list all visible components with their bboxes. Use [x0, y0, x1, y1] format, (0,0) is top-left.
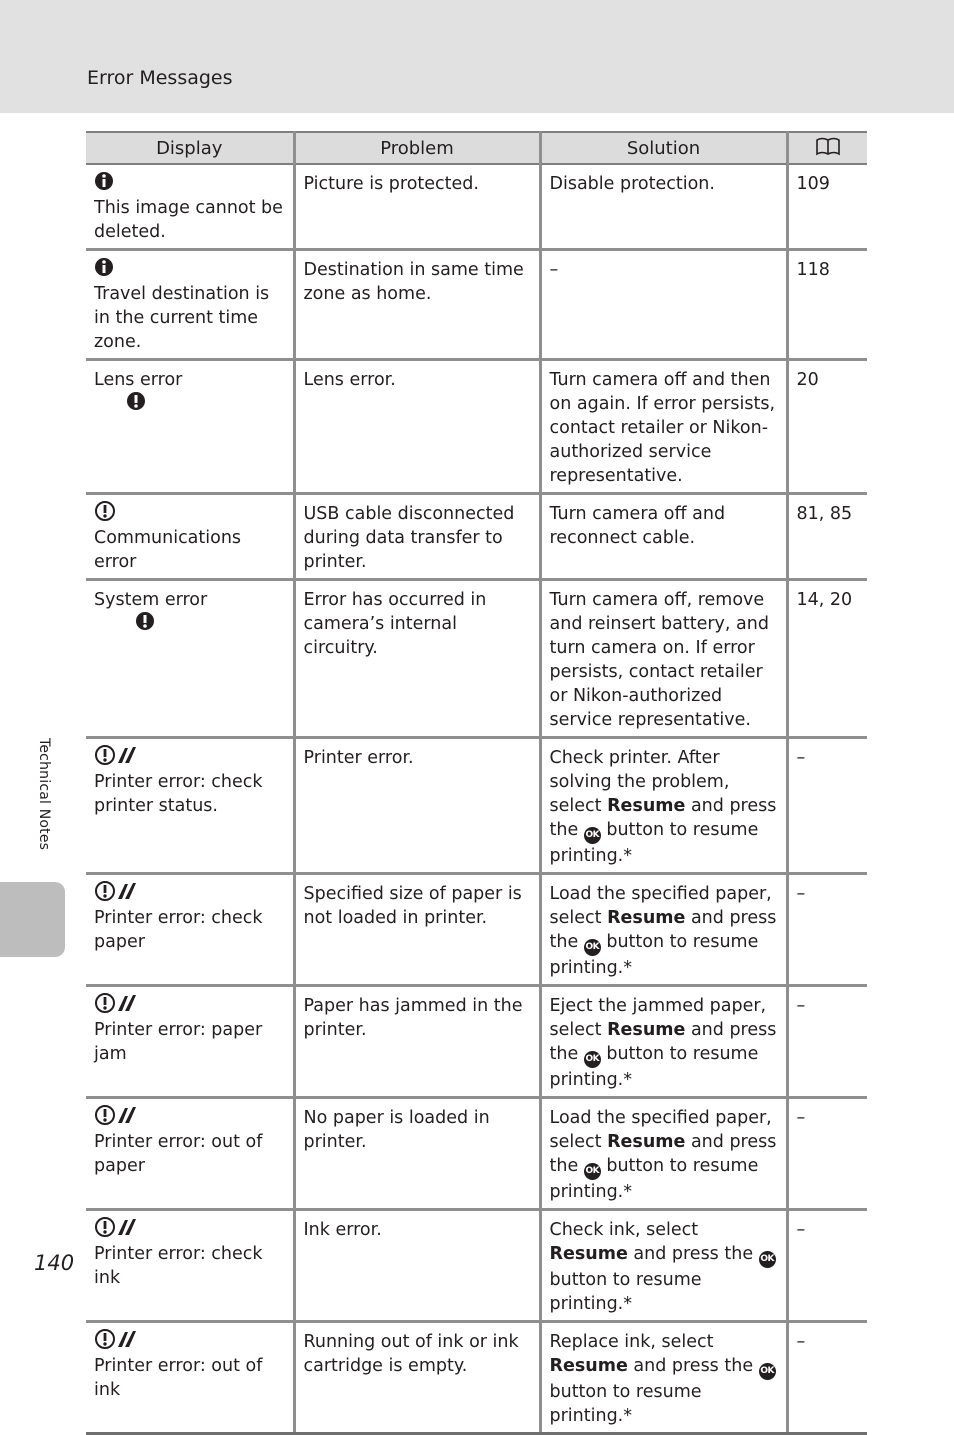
printer-error-icon [94, 880, 138, 909]
page-cell: 118 [787, 250, 867, 360]
printer-error-icon [94, 992, 138, 1021]
solution-cell: Load the specified paper, select Resume and press the OK button to resume printing.* [540, 874, 787, 986]
problem-cell: Lens error. [294, 360, 540, 494]
table-row [86, 494, 867, 580]
solution-cell: Turn camera off and reconnect cable. [540, 494, 787, 580]
ok-button-icon: OK [584, 1051, 601, 1068]
ok-button-icon: OK [584, 1163, 601, 1180]
page-cell: 20 [787, 360, 867, 494]
table-header-row [86, 132, 867, 164]
solution-cell: Eject the jammed paper, select Resume and press the OK button to resume printing.* [540, 986, 787, 1098]
page-title: Error Messages [87, 67, 233, 89]
problem-cell: Printer error. [294, 738, 540, 874]
display-cell: Printer error: check paper [86, 874, 294, 986]
side-tab-label: Technical Notes [36, 738, 52, 851]
problem-cell: Error has occurred in camera’s internal circuitry. [294, 580, 540, 738]
display-cell: Printer error: check ink [86, 1210, 294, 1322]
page-cell: – [787, 1322, 867, 1434]
table-row [86, 360, 867, 494]
display-cell: Printer error: out of ink [86, 1322, 294, 1434]
table-row [86, 1210, 867, 1322]
problem-cell: No paper is loaded in printer. [294, 1098, 540, 1210]
column-header-display: Display [86, 132, 294, 164]
display-cell: Printer error: paper jam [86, 986, 294, 1098]
page-cell: 109 [787, 164, 867, 250]
ok-button-icon: OK [759, 1363, 776, 1380]
printer-error-icon [94, 744, 138, 773]
solution-cell: Turn camera off, remove and reinsert battery, and turn camera on. If error persists, contact retailer or Nikon-authorized service representative. [540, 580, 787, 738]
column-header-reference [787, 132, 867, 164]
table-row [86, 986, 867, 1098]
error-messages-table [86, 131, 867, 1435]
problem-cell: Running out of ink or ink cartridge is empty. [294, 1322, 540, 1434]
page-cell: – [787, 1098, 867, 1210]
display-cell: Lens error [86, 360, 294, 494]
problem-cell: Ink error. [294, 1210, 540, 1322]
display-cell: This image cannot be deleted. [86, 164, 294, 250]
communication-error-icon [94, 500, 116, 529]
printer-error-icon [94, 1216, 138, 1245]
table-row [86, 874, 867, 986]
solution-cell: Turn camera off and then on again. If error persists, contact retailer or Nikon-authorized service representative. [540, 360, 787, 494]
ok-button-icon: OK [584, 827, 601, 844]
printer-error-icon [94, 1328, 138, 1357]
page-number: 140 [34, 1251, 75, 1275]
solution-cell: Load the specified paper, select Resume and press the OK button to resume printing.* [540, 1098, 787, 1210]
page-cell: – [787, 986, 867, 1098]
side-tab-marker [0, 882, 65, 957]
display-cell: Printer error: out of paper [86, 1098, 294, 1210]
solution-cell: Check ink, select Resume and press the OK button to resume printing.* [540, 1210, 787, 1322]
display-cell: System error [86, 580, 294, 738]
solution-cell: Replace ink, select Resume and press the OK button to resume printing.* [540, 1322, 787, 1434]
info-icon [94, 171, 114, 198]
table-row [86, 250, 867, 360]
table-row [86, 738, 867, 874]
problem-cell: Picture is protected. [294, 164, 540, 250]
column-header-solution: Solution [540, 132, 787, 164]
page-header [0, 0, 954, 113]
table-row [86, 164, 867, 250]
table-row [86, 580, 867, 738]
warning-icon [135, 611, 155, 638]
page-cell: – [787, 874, 867, 986]
display-cell: Printer error: check printer status. [86, 738, 294, 874]
table-row [86, 1322, 867, 1434]
printer-error-icon [94, 1104, 138, 1133]
table-row [86, 1098, 867, 1210]
problem-cell: Paper has jammed in the printer. [294, 986, 540, 1098]
solution-cell: Check printer. After solving the problem, select Resume and press the OK button to resume printing.* [540, 738, 787, 874]
solution-cell: Disable protection. [540, 164, 787, 250]
page-cell: 81, 85 [787, 494, 867, 580]
page-cell: – [787, 738, 867, 874]
page-cell: 14, 20 [787, 580, 867, 738]
warning-icon [126, 391, 146, 418]
ok-button-icon: OK [584, 939, 601, 956]
solution-cell: – [540, 250, 787, 360]
problem-cell: Destination in same time zone as home. [294, 250, 540, 360]
display-cell: Communications error [86, 494, 294, 580]
problem-cell: USB cable disconnected during data transfer to printer. [294, 494, 540, 580]
info-icon [94, 257, 114, 284]
column-header-problem: Problem [294, 132, 540, 164]
problem-cell: Specified size of paper is not loaded in printer. [294, 874, 540, 986]
page-cell: – [787, 1210, 867, 1322]
ok-button-icon: OK [759, 1251, 776, 1268]
book-icon [815, 136, 841, 161]
display-cell: Travel destination is in the current time zone. [86, 250, 294, 360]
